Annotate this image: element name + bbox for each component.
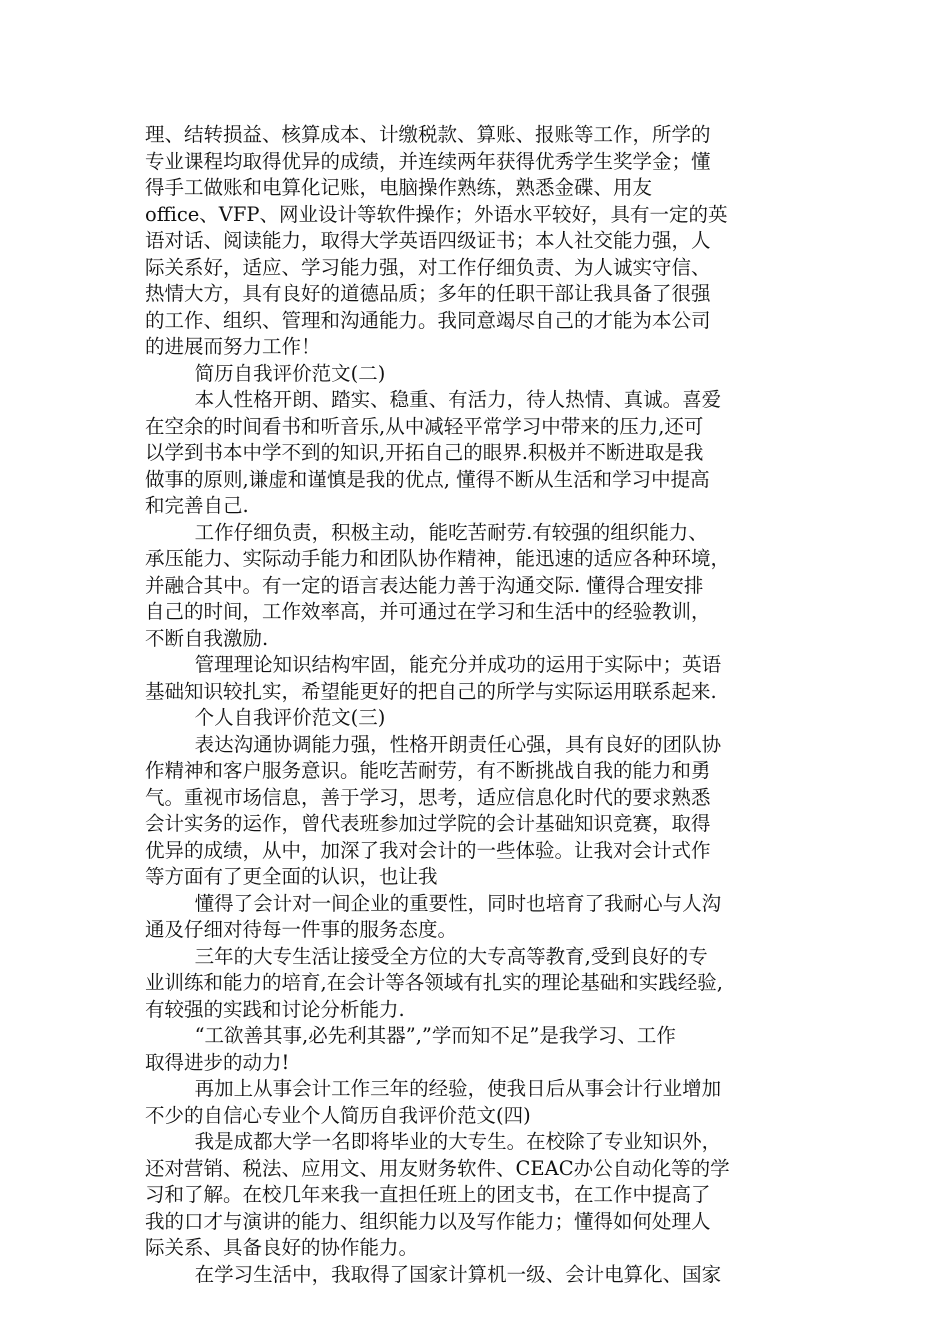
text-line: 懂得了会计对一间企业的重要性，同时也培育了我耐心与人沟 [145,891,722,915]
text-line: 三年的大专生活让接受全方位的大专高等教育,受到良好的专 [145,944,708,968]
text-line: 以学到书本中学不到的知识,开拓自己的眼界.积极并不断进取是我 [145,441,704,464]
text-line: 做事的原则,谦虚和谨慎是我的优点, 懂得不断从生活和学习中提高 [145,467,710,491]
text-line: 有较强的实践和讨论分析能力. [145,997,405,1021]
body-text [145,122,815,1288]
text-line: 会计实务的运作，曾代表班参加过学院的会计基础知识竞赛，取得 [145,812,711,835]
text-line: 不少的自信心专业个人简历自我评价范文(四) [145,1103,531,1127]
text-line: 得手工做账和电算化记账，电脑操作熟练，熟悉金碟、用友 [145,176,653,199]
text-line: 气。重视市场信息，善于学习，思考，适应信息化时代的要求熟悉 [145,785,711,809]
text-line: 的进展而努力工作！ [145,335,321,358]
text-line: 理、结转损益、核算成本、计缴税款、算账、报账等工作，所学的 [145,123,711,146]
text-line: 不断自我激励. [145,626,269,650]
text-line: 热情大方，具有良好的道德品质；多年的任职干部让我具备了很强 [145,282,711,305]
text-line: 再加上从事会计工作三年的经验，使我日后从事会计行业增加 [145,1077,722,1100]
text-line: 的工作、组织、管理和沟通能力。我同意竭尽自己的才能为本公司 [145,308,711,332]
text-line: 优异的成绩，从中，加深了我对会计的一些体验。让我对会计式作 [145,838,711,862]
text-line: 在空余的时间看书和听音乐,从中减轻平常学习中带来的压力,还可 [145,414,704,438]
text-line: 取得进步的动力! [145,1050,290,1074]
text-line: 等方面有了更全面的认识，也让我 [145,865,438,888]
text-line: 并融合其中。有一定的语言表达能力善于沟通交际. 懂得合理安排 [145,573,704,597]
text-line: 承压能力、实际动手能力和团队协作精神，能迅速的适应各种环境， [145,547,731,570]
section-heading: 个人自我评价范文(三) [145,706,386,729]
text-line: 工作仔细负责，积极主动，能吃苦耐劳.有较强的组织能力、 [145,520,708,544]
text-line: 专业课程均取得优异的成绩，并连续两年获得优秀学生奖学金；懂 [145,149,711,173]
text-line: 作精神和客户服务意识。能吃苦耐劳，有不断挑战自我的能力和勇 [145,759,711,782]
text-line: 本人性格开朗、踏实、稳重、有活力，待人热情、真诚。喜爱 [145,388,722,411]
text-line: 际关系、具备良好的协作能力。 [145,1236,419,1259]
text-line: 表达沟通协调能力强，性格开朗责任心强，具有良好的团队协 [145,732,722,756]
text-line: 通及仔细对待每一件事的服务态度。 [145,918,458,941]
text-line: 际关系好，适应、学习能力强，对工作仔细负责、为人诚实守信、 [145,255,711,279]
text-line: 管理理论知识结构牢固，能充分并成功的运用于实际中；英语 [145,653,722,676]
text-line: 语对话、阅读能力，取得大学英语四级证书；本人社交能力强，人 [145,229,711,252]
text-line: office、VFP、网业设计等软件操作；外语水平较好，具有一定的英 [145,202,728,226]
text-line: 基础知识较扎实，希望能更好的把自己的所学与实际运用联系起来. [145,679,717,703]
text-line: 在学习生活中，我取得了国家计算机一级、会计电算化、国家 [145,1262,722,1286]
text-line: 习和了解。在校几年来我一直担任班上的团支书，在工作中提高了 [145,1183,711,1206]
text-line: “工欲善其事,必先利其器”,”学而知不足”是我学习、工作 [145,1024,676,1047]
text-line: 和完善自己. [145,494,249,517]
text-line: 我的口才与演讲的能力、组织能力以及写作能力；懂得如何处理人 [145,1209,711,1233]
text-line: 还对营销、税法、应用文、用友财务软件、CEAC办公自动化等的学 [145,1156,730,1180]
text-line: 自己的时间，工作效率高，并可通过在学习和生活中的经验教训， [145,600,711,623]
text-line: 业训练和能力的培育,在会计等各领域有扎实的理论基础和实践经验, [145,971,723,994]
section-heading: 简历自我评价范文(二) [145,361,386,385]
text-line: 我是成都大学一名即将毕业的大专生。在校除了专业知识外， [145,1130,722,1153]
